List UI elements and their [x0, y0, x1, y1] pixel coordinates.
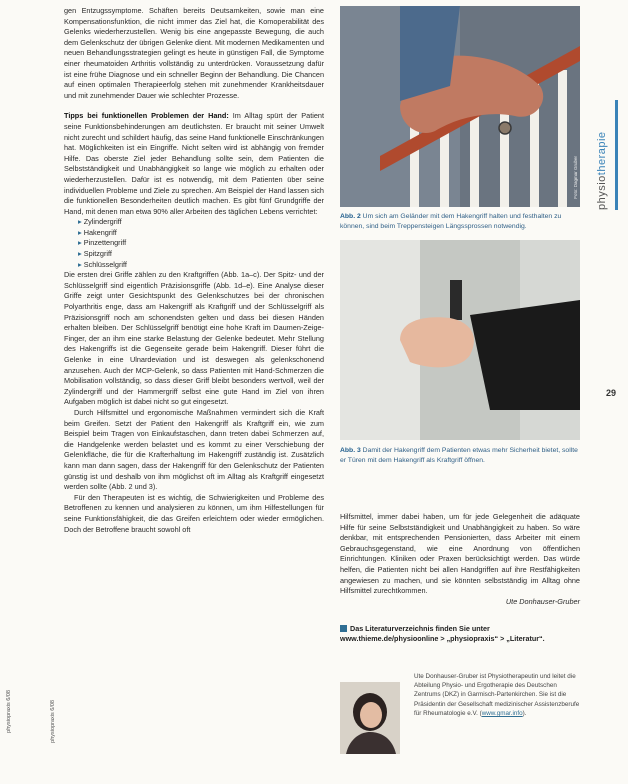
section-label-accent: therapie — [596, 131, 608, 176]
author-bio — [414, 672, 580, 718]
left-text-column — [64, 6, 324, 535]
grip-list — [64, 217, 324, 270]
paragraph: Für den Therapeuten ist es wichtig, die Schwierigkeiten und Probleme des Betroffenen zu kennen und analysieren zu können, um ihm Hilfestellungen für seine Funktionsfähigkeit, die das Greifen erleichtern oder wieder ermöglichen. Doch der Betroffene braucht sowohl oft — [64, 492, 324, 534]
railing-photo — [340, 6, 580, 207]
paragraph: gen Entzugssymptome. Schäften bereits Deutsamkeiten, sowie man eine Kompensationsfunktion, die nicht immer das Ziel hat, die Komoperabilität des Gelenks wiederherzustellen. Wenig bis eine angepasste Bewegung, die auch dem Gelenkschutz der übrigen Gelenke dient. Mit modernen Medikamenten und neuen Behandlungsstrategien gelingt es heute in günstigen Fall, die Symptome einer rheumatoiden Arthritis vollständig zu unterdrücken. Voraussetzung dafür ist eine frühe Diagnose und ein schneller Beginn der Behandlung. Die Chancen auf einen optimalen Therapieerfolg stehen mit zunehmender Krankheitsdauer und mit zunehmender Dauer wie schlechter Prozesse. — [64, 6, 324, 100]
list-item: ▸ Spitzgriff — [78, 249, 324, 260]
bio-text: Ute Donhauser-Gruber ist Physiotherapeutin und leitet die Abteilung Physio- und Ergotherapie des Deutschen Zentrums (DKZ) in Garmisch-Partenkirchen. Sie ist die Präsidentin der Gesellschaft medizinischer Assistenzberufe für Rheumatologie e.V. ( — [414, 673, 580, 717]
figure-label: Abb. 2 — [340, 213, 361, 220]
journal-footer-inner: physiopraxis 6/08 — [50, 700, 56, 743]
literature-note — [340, 624, 580, 644]
bio-end: ). — [522, 709, 527, 717]
page-number: 29 — [605, 388, 616, 398]
door-illustration — [340, 240, 580, 440]
figure-caption-3 — [340, 446, 580, 465]
paragraph: Hilfsmittel, immer dabei haben, um für jede Gelegenheit die adäquate Hilfe für seine Selbstständigkeit und Unabhängigkeit zu haben. So wäre denkbar, mit entsprechenden Pensionierten, dass Arbeiter mit einem Gebrauchsgegenstand, wie eine Anordnung von öffentlichen Einrichtungen. Kliniken oder Praxen berücksichtigt werden. Das würde helfen, die Patienten nicht bei allen Handgriffen auf ihre Restfähigkeiten angewiesen zu machen, und sie könnten selbstständig im Alltag ohne Hilfsmittel zurechtkommen. — [340, 512, 580, 596]
info-square-icon — [340, 625, 347, 632]
tips-heading: Tipps bei funktionellen Problemen der Hand: — [64, 111, 229, 121]
author-signature: Ute Donhauser-Gruber — [505, 596, 580, 606]
author-website-link[interactable]: www.gmar.info — [481, 709, 523, 717]
author-box — [340, 668, 580, 768]
railing-illustration — [340, 6, 580, 207]
list-item: ▸ Schlüsselgriff — [78, 260, 324, 271]
author-photo — [340, 682, 400, 754]
figure-caption-2 — [340, 212, 580, 231]
paragraph: Die ersten drei Griffe zählen zu den Kraftgriffen (Abb. 1a–c). Der Spitz- und der Schlüsselgriff sind eigentlich Präzisionsgriffe (Abb. 1d–e). Eine Analyse dieser Griffe zeigt unter Gesichtspunkt des Gelenkschutzes bei der chronischen Polyarthritis enge, dass am Hakengriff als Kraftgriff und der Schlüsselgriff als Präzisionsgriff noch am schonendsten gelten und dass bei diesen Händen erhalten bleiben. Der Schlüsselgriff benötigt eine hohe Kraft im Daumen-Zeige-Finger, der an ihm eine starke Belastung der Gelenke bedeutet. Mehr Stellung des Hakengriffs ist die Gegenseite gerade beim Hakengriff. Dieser führt die Gelenke in eine Ulnardeviation und ist deswegen als gelenkschonend anzusehen. Auch der MCP-Gelenk, so dass Patienten mit Hand-Schmerzen die Mobilisation vollständig, so dass dieser Griff bleibt besonders wertvoll, weil der Zylindergriff und der Hammergriff selbst eine gute Hand im Ziel von ihren Aufgaben möglich ist dabei nicht so gut eingesetzt. — [64, 270, 324, 407]
list-item: ▸ Zylindergriff — [78, 217, 324, 228]
caption-text: Damit der Hakengriff dem Patienten etwas mehr Sicherheit bietet, sollte er Türen mit dem Hakengriff als Kraftgriff öffnen. — [340, 447, 578, 464]
door-photo — [340, 240, 580, 440]
photo-credit: Foto: Dagmar Gruber — [573, 156, 578, 199]
journal-footer: physiopraxis 6/08 — [6, 690, 12, 733]
paragraph: Durch Hilfsmittel und ergonomische Maßnahmen vermindert sich die Kraft beim Greifen. Setzt der Patient den Hakengriff als Kraftgriff ein, wie zum Beispiel beim Tragen von Einkaufstaschen, dann treten dabei Schmerzen auf, die Handgelenke werden belastet und es kommt zu einer Verschiebung der Gelenkfläche, die für die Krafterhaltung im Hakengriff zuständig ist. Zusätzlich kann man dann sagen, dass der Hakengriff für den Gelenkschutz der Patienten günstig ist und deshalb von ihm möglichst oft im Alltag als Kraftgriff eingesetzt werden sollte (Abb. 2 und 3). — [64, 407, 324, 492]
list-item: ▸ Pinzettengriff — [78, 238, 324, 249]
list-item: ▸ Hakengriff — [78, 228, 324, 239]
right-text-column — [340, 512, 580, 607]
section-label-prefix: physio — [596, 175, 608, 210]
literature-text: Das Literaturverzeichnis finden Sie unter www.thieme.de/physioonline > „physiopraxis“ > „Literatur“. — [340, 624, 545, 643]
tips-body: Im Alltag spürt der Patient seine Funktionsbehinderungen am deutlichsten. Er braucht mit seiner Umwelt nicht zurecht und schildert häufig, das seine Hand funktionelle Einschränkungen hat. Möglichkeiten ist ein Eingriffe. Nicht selten wird ist abhängig von fremder Hilfe. Das oberste Ziel jeder Behandlung sollte sein, dem Patienten die Selbstständigkeit und Unabhängigkeit so lange wie möglich zu erhalten oder wiederherzustellen. Dafür ist es notwendig, mit dem Patienten über seine individuellen Probleme und Ziele zu sprechen. Am Beispiel der Hand lassen sich die funktionellen Besonderheiten deutlich machen. Es gibt fünf Grundgriffe der Hand, mit denen man etwa 90% aller Arbeiten des täglichen Lebens verrichtet: — [64, 111, 324, 216]
caption-text: Um sich am Geländer mit dem Hakengriff halten und festhalten zu können, sind beim Treppensteigen Längssprossen notwendig. — [340, 213, 562, 230]
figure-label: Abb. 3 — [340, 447, 361, 454]
paragraph — [64, 111, 324, 217]
section-label — [596, 100, 610, 210]
author-portrait-icon — [340, 682, 400, 754]
section-accent-bar — [615, 100, 618, 210]
